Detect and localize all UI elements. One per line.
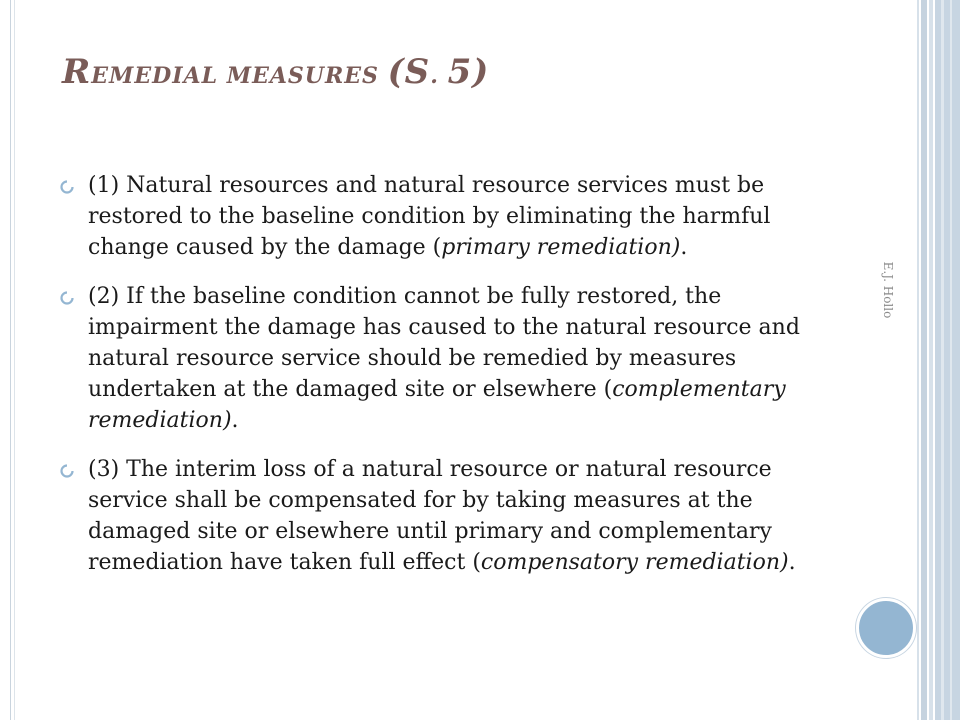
bullet-icon xyxy=(60,291,74,305)
bullet-text: (1) Natural resources and natural resource services must be restored to the baseline condition by eliminating the harmful change caused by the damage ( xyxy=(88,173,771,260)
slide-title xyxy=(62,52,489,92)
bullet-tail: . xyxy=(788,550,796,575)
decorative-stripe xyxy=(935,0,960,720)
bullet-item xyxy=(60,170,830,263)
bullet-icon xyxy=(60,180,74,194)
title-part: (S xyxy=(387,52,431,92)
bullet-tail: . xyxy=(231,408,239,433)
bullet-text: (3) The interim loss of a natural resource or natural resource service shall be compensated for by taking measures at the damaged site or elsewhere until primary and complementary remediation have taken full effect ( xyxy=(88,457,772,575)
bullet-list xyxy=(60,170,830,596)
author-label: E.J. Hollo xyxy=(881,261,895,319)
title-part: R xyxy=(62,52,92,92)
frame-line xyxy=(10,0,11,720)
frame-line xyxy=(14,0,15,720)
title-part: 5) xyxy=(447,52,490,92)
bullet-tail: . xyxy=(680,235,688,260)
bullet-item xyxy=(60,281,830,436)
decorative-circle xyxy=(856,598,916,658)
bullet-term: complementary remediation) xyxy=(88,377,786,433)
decorative-stripe xyxy=(917,0,919,720)
bullet-icon xyxy=(60,464,74,478)
title-part: EMEDIAL MEASURES xyxy=(91,63,388,89)
decorative-stripe xyxy=(929,0,933,720)
decorative-stripe xyxy=(950,0,952,720)
bullet-item xyxy=(60,454,830,578)
decorative-stripe xyxy=(941,0,944,720)
bullet-text: (2) If the baseline condition cannot be fully restored, the impairment the damage has caused to the natural resource and natural resource service should be remedied by measures undertaken at the damaged site or elsewhere ( xyxy=(88,284,800,402)
bullet-term: compensatory remediation) xyxy=(480,550,789,575)
bullet-term: primary remediation) xyxy=(441,235,681,260)
decorative-stripe xyxy=(921,0,927,720)
title-part: . xyxy=(430,63,448,89)
